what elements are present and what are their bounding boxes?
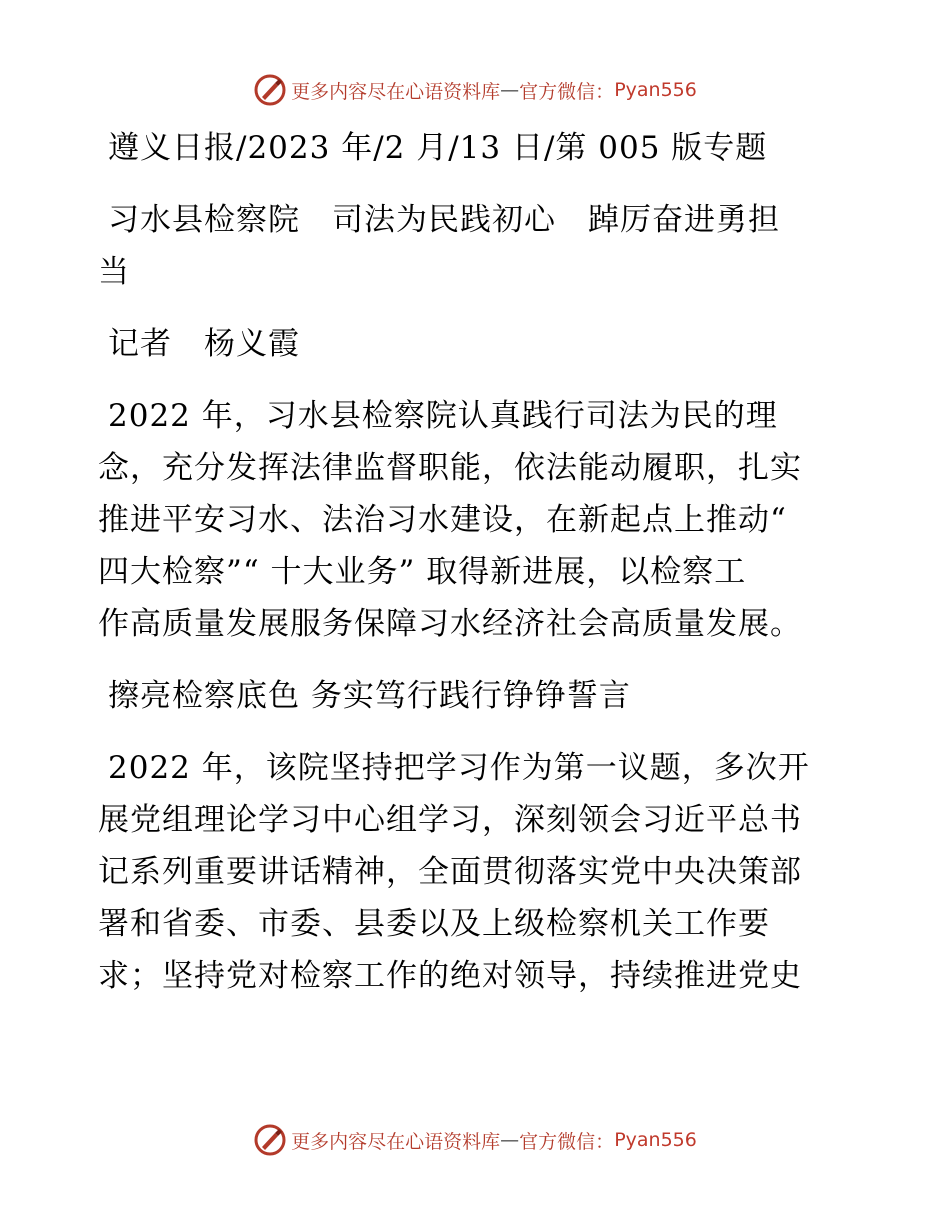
- banner-text: 更多内容尽在心语资料库: [291, 1130, 501, 1153]
- paragraph-line: 记系列重要讲话精神，全面贯彻落实党中央决策部: [98, 854, 802, 890]
- banner-wechat-label: 官方微信：: [519, 1130, 615, 1153]
- source-line-block: [98, 122, 850, 174]
- paragraph-line: 四大检察”“ 十大业务” 取得新进展，以检察工: [98, 554, 747, 590]
- paragraph-line: 署和省委、市委、县委以及上级检察机关工作要: [98, 906, 770, 942]
- banner-wechat-label: 官方微信：: [519, 80, 615, 103]
- byline: 记者 杨义霞: [108, 326, 300, 362]
- title-line: 习水县检察院 司法为民践初心 踔厉奋进勇担: [108, 202, 780, 238]
- paragraph-1: [98, 390, 850, 650]
- paragraph-line: 展党组理论学习中心组学习，深刻领会习近平总书: [98, 802, 802, 838]
- paragraph-line: 推进平安习水、法治习水建设，在新起点上推动“: [98, 502, 787, 538]
- header-watermark-banner: [0, 70, 950, 110]
- banner-wechat-id: Pyan556: [614, 79, 697, 101]
- document-body: [98, 122, 850, 1022]
- pen-logo-icon: [253, 1123, 287, 1157]
- pen-logo-icon: [253, 73, 287, 107]
- source-line: 遵义日报/2023 年/2 月/13 日/第 005 版专题: [108, 130, 768, 166]
- banner-dash: —: [500, 1129, 520, 1151]
- title-line: 当: [98, 254, 130, 290]
- paragraph-line: 念，充分发挥法律监督职能，依法能动履职，扎实: [98, 450, 802, 486]
- paragraph-line: 作高质量发展服务保障习水经济社会高质量发展。: [98, 606, 802, 642]
- banner-wechat-id: Pyan556: [614, 1129, 697, 1151]
- paragraph-line: 2022 年，习水县检察院认真践行司法为民的理: [108, 398, 778, 434]
- footer-watermark-banner: [0, 1120, 950, 1160]
- article-title: [98, 194, 850, 298]
- banner-text: 更多内容尽在心语资料库: [291, 80, 501, 103]
- paragraph-line: 求；坚持党对检察工作的绝对领导，持续推进党史: [98, 958, 802, 994]
- paragraph-line: 2022 年，该院坚持把学习作为第一议题，多次开: [108, 750, 810, 786]
- banner-dash: —: [500, 79, 520, 101]
- subheading-block: [98, 670, 850, 722]
- paragraph-2: [98, 742, 850, 1002]
- byline-block: [98, 318, 850, 370]
- subheading: 擦亮检察底色 务实笃行践行铮铮誓言: [108, 678, 631, 714]
